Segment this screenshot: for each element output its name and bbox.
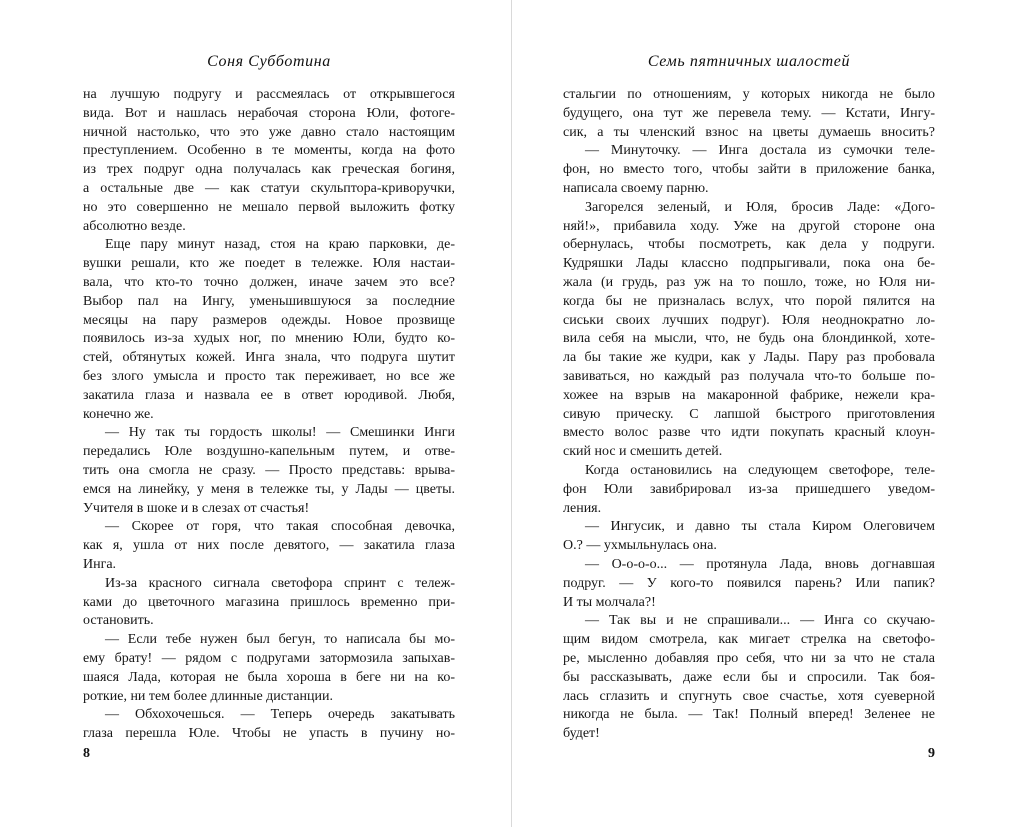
text-line: стальгии по отношениям, у которых никогда не было	[563, 87, 935, 102]
text-line: ре, мысленно добавляя про себя, что ни за что не стала	[563, 650, 935, 666]
text-line: как я, ушла от них после девятого, — закатила глаза	[83, 538, 455, 554]
text-line: — О-о-о-о... — протянула Лада, вновь догнавшая	[585, 556, 935, 572]
text-line: а остальные две — как статуи скульптора-криворучки,	[83, 180, 455, 196]
text-line: появилось из-за худых ног, по мнению Юли, будто ко-	[83, 331, 455, 347]
text-line: вушки решали, кто же поедет в тележке. Юля настаи-	[83, 256, 455, 272]
text-line: Когда остановились на следующем светофоре, теле-	[585, 462, 935, 478]
text-line: — Так вы и не спрашивали... — Инга со скучаю-	[585, 613, 935, 629]
text-line: завиваться, но каждый раз получала что-то больше по-	[563, 368, 935, 384]
text-line: Учителя в шоке и в слезах от счастья!	[83, 500, 310, 516]
text-line: жала (и грудь, раз уж на то пошло, тоже, но Юля ни-	[563, 274, 935, 290]
text-line: — Ну так ты гордость школы! — Смешинки Инги	[105, 425, 455, 441]
text-line: глаза перешла Юле. Чтобы не упасть в пучину но-	[83, 726, 455, 742]
text-line: хожее на взрыв на макаронной фабрике, нежели кра-	[563, 387, 935, 403]
page-left-text-body	[83, 86, 455, 744]
paragraph	[83, 86, 455, 236]
page-number-left: 8	[83, 746, 90, 761]
paragraph	[563, 556, 935, 612]
paragraph	[83, 236, 455, 424]
page-right	[563, 0, 935, 827]
page-gutter-divider	[511, 0, 512, 827]
paragraph	[563, 612, 935, 744]
text-line: остановить.	[83, 613, 154, 629]
text-line: бы рассказывать, даже если бы и спросили. Так боя-	[563, 669, 935, 685]
paragraph	[83, 518, 455, 574]
text-line: фон Юли завибрировал из-за пришедшего уведом-	[563, 481, 935, 497]
text-line: сиськи своих лучших подруг). Юля неоднократно ло-	[563, 312, 935, 328]
page-left	[83, 0, 455, 827]
text-line: передались Юле воздушно-капельным путем, и отве-	[83, 444, 455, 460]
text-line: вала, что кто-то точно должен, иначе зачем это все?	[83, 274, 455, 290]
text-line: Загорелся зеленый, и Юля, бросив Ладе: «Дого-	[585, 199, 935, 215]
page-number-right: 9	[928, 746, 935, 761]
text-line: — Обхохочешься. — Теперь очередь закатывать	[105, 707, 455, 723]
paragraph	[83, 706, 455, 744]
paragraph	[563, 86, 935, 142]
paragraph	[563, 199, 935, 462]
text-line: ла бы такие же кудри, как у Лады. Пару раз пробовала	[563, 350, 935, 366]
text-line: абсолютно везде.	[83, 218, 186, 234]
text-line: сивую прическу. С лапшой быстрого приготовления	[563, 406, 935, 422]
paragraph	[83, 575, 455, 631]
text-line: обернулась, чтобы посмотреть, как дела у подруги.	[563, 237, 935, 253]
text-line: лась сглазить и спугнуть свое счастье, хотя суеверной	[563, 688, 935, 704]
running-head-author: Соня Субботина	[207, 53, 331, 70]
text-line: закатила глаза и назвала ее в ответ юродивой. Любя,	[83, 387, 455, 403]
running-head-title: Семь пятничных шалостей	[647, 53, 851, 70]
text-line: вместо волос разве что идти покупать красный клоун-	[563, 425, 935, 441]
text-line: но это совершенно не мешало первой выложить фотку	[83, 199, 455, 215]
text-line: ками до цветочного магазина пришлось временно при-	[83, 594, 455, 610]
text-line: подруг. — У кого-то появился парень? Или папик?	[563, 575, 935, 591]
text-line: — Ингусик, и давно ты стала Киром Олеговичем	[585, 519, 935, 535]
text-line: шаяся Лада, которая не была хороша в беге ни на ко-	[83, 669, 455, 685]
text-line: из трех подруг одна получалась как греческая богиня,	[83, 162, 455, 178]
text-line: — Если тебе нужен был бегун, то написала бы мо-	[105, 632, 455, 648]
text-line: роткие, ни тем более длинные дистанции.	[83, 688, 333, 704]
text-line: будущего, она тут же перевела тему. — Кстати, Ингу-	[563, 105, 935, 121]
paragraph	[83, 424, 455, 518]
text-line: — Минуточку. — Инга достала из сумочки теле-	[585, 143, 935, 159]
text-line: вила себя на мысли, что, не будь она блондинкой, хоте-	[563, 331, 935, 347]
text-line: Еще пару минут назад, стоя на краю парковки, де-	[105, 237, 455, 253]
paragraph	[563, 462, 935, 518]
text-line: И ты молчала?!	[563, 594, 656, 610]
text-line: на лучшую подругу и рассмеялась от открывшегося	[83, 87, 455, 102]
text-line: Из-за красного сигнала светофора спринт с тележ-	[105, 575, 455, 591]
text-line: без злого умысла и просто так переживает, но все же	[83, 368, 455, 384]
text-line: написала своему парню.	[563, 180, 709, 196]
text-line: О.? — ухмыльнулась она.	[563, 538, 717, 554]
text-line: сик, а ты членский взнос на цветы думаешь вносить?	[563, 124, 935, 140]
text-line: конечно же.	[83, 406, 154, 422]
paragraph	[563, 142, 935, 198]
text-line: ский нос и смешить детей.	[563, 444, 723, 460]
text-line: стей, обтянутых кожей. Инга знала, что подруга шутит	[83, 350, 455, 366]
text-line: няй!», прибавила ходу. Уже на другой стороне она	[563, 218, 935, 234]
text-line: никогда не была. — Так! Полный вперед! Зеленее не	[563, 707, 935, 723]
text-line: тить она смогла не сразу. — Просто представь: врыва-	[83, 462, 455, 478]
text-line: Инга.	[83, 556, 117, 572]
text-line: ему брату! — рядом с подругами затормозила запыхав-	[83, 650, 455, 666]
text-line: фон, но вместо того, чтобы зайти в приложение банка,	[563, 162, 935, 178]
text-line: Кудряшки Лады классно подпрыгивали, пока она бе-	[563, 256, 935, 272]
paragraph	[563, 518, 935, 556]
text-line: емся на линейку, у меня в тележке ты, у Лады — цветы.	[83, 481, 455, 497]
text-line: — Скорее от горя, что такая способная девочка,	[105, 519, 455, 535]
text-line: будет!	[563, 726, 600, 742]
text-line: вида. Вот и нашлась нерабочая сторона Юли, фотоге-	[83, 105, 455, 121]
text-line: когда бы не призналась вслух, что порой пялится на	[563, 293, 935, 309]
text-line: ничной настолько, что это уже давно стало настоящим	[83, 124, 455, 140]
text-line: преступлением. Особенно в те моменты, когда на фото	[83, 143, 455, 159]
page-right-text-body	[563, 86, 935, 744]
text-line: месяцы на пару размеров одежды. Новое прозвище	[83, 312, 455, 328]
text-line: Выбор пал на Ингу, уменьшившуюся за последние	[83, 293, 455, 309]
text-line: щим видом смотрела, как мигает стрелка на светофо-	[563, 632, 935, 648]
text-line: ления.	[563, 500, 602, 516]
paragraph	[83, 631, 455, 706]
